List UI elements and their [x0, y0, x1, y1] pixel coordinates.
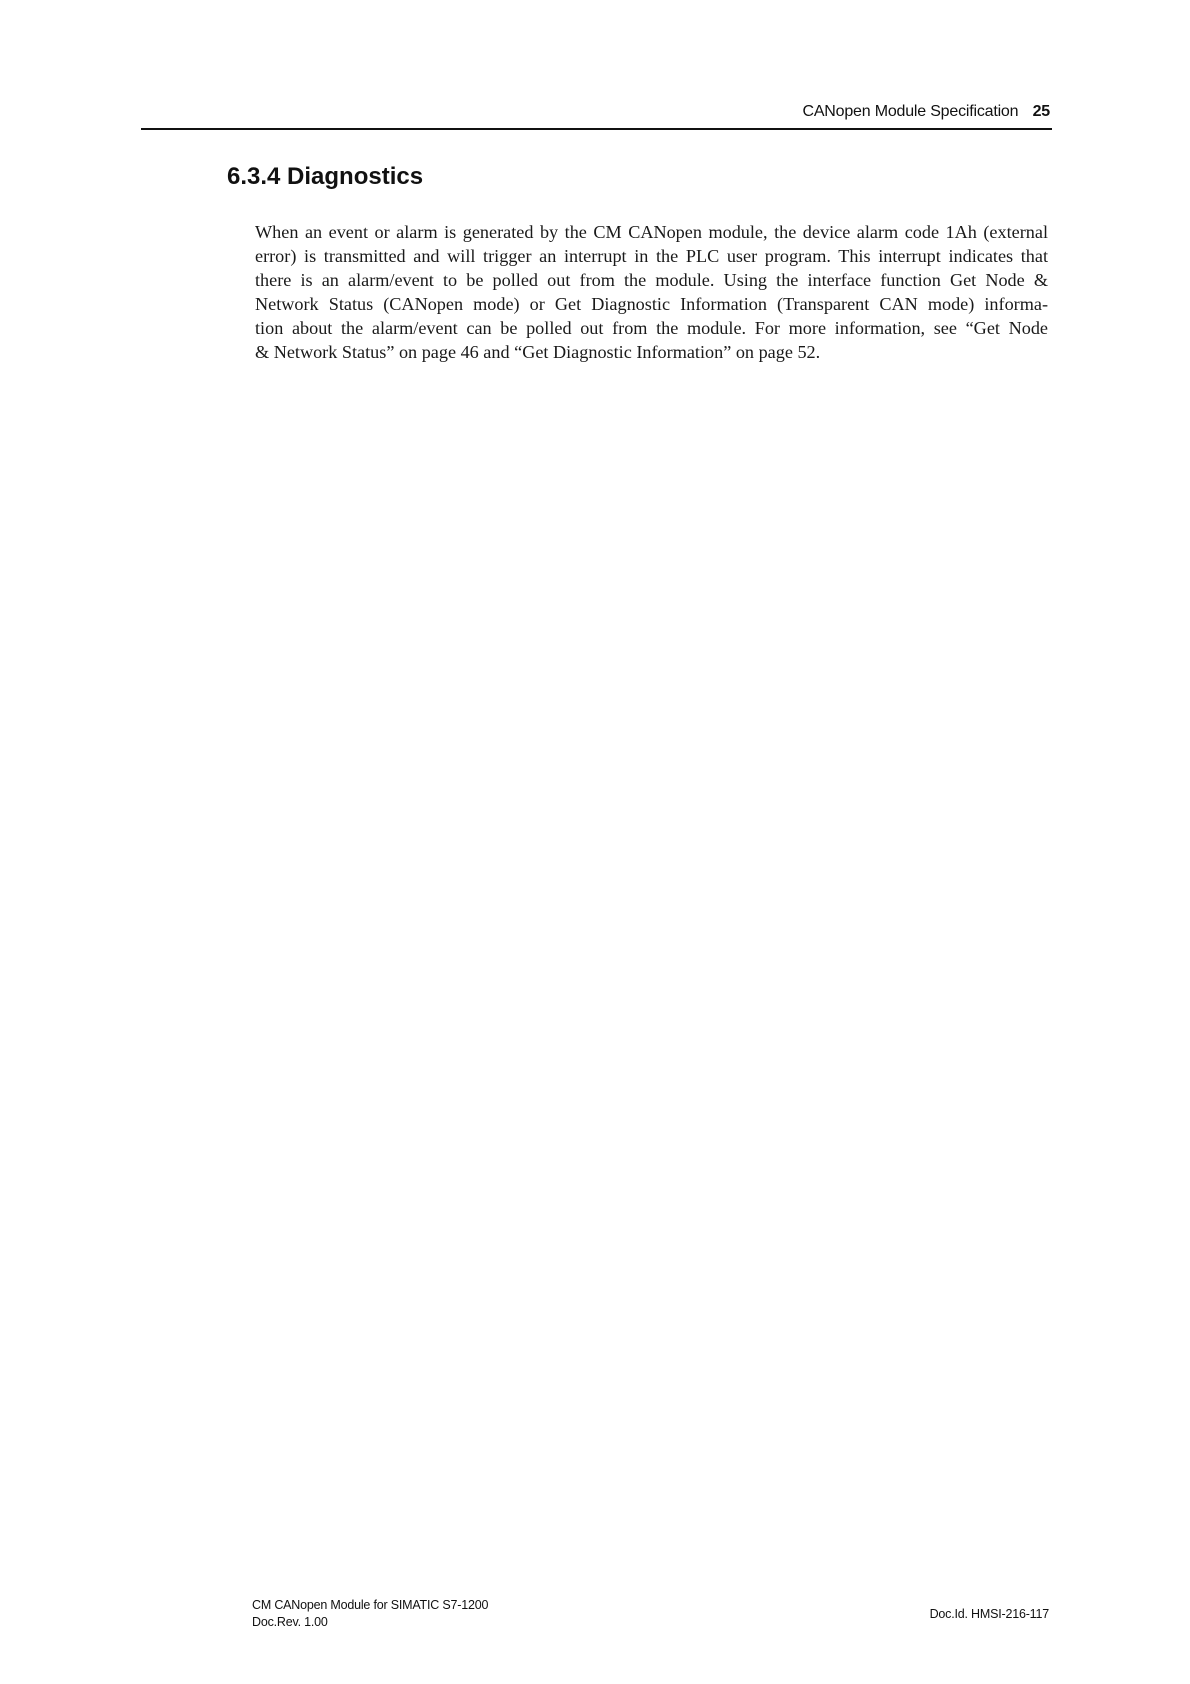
paragraph-line: error) is transmitted and will trigger an interrupt in the PLC user program. This interrupt indicates that: [255, 246, 1048, 266]
header-right-group: [802, 103, 1050, 121]
paragraph-line: there is an alarm/event to be polled out from the module. Using the interface function Get Node &: [255, 270, 1048, 290]
section-heading: 6.3.4 Diagnostics: [227, 163, 424, 190]
footer-product: CM CANopen Module for SIMATIC S7-1200: [252, 1598, 489, 1612]
page-number: 25: [1032, 103, 1050, 120]
footer-revision: Doc.Rev. 1.00: [252, 1615, 328, 1629]
body-paragraph: [255, 220, 1048, 364]
paragraph-line: Network Status (CANopen mode) or Get Diagnostic Information (Transparent CAN mode) informa-: [255, 294, 1048, 314]
footer-doc-id: Doc.Id. HMSI-216-117: [929, 1607, 1049, 1621]
page-header: [141, 100, 1052, 130]
paragraph-line: When an event or alarm is generated by the CM CANopen module, the device alarm code 1Ah (external: [255, 222, 1048, 242]
footer-left: [252, 1597, 488, 1631]
header-title: CANopen Module Specification: [802, 103, 1019, 120]
paragraph-line: & Network Status” on page 46 and “Get Diagnostic Information” on page 52.: [255, 342, 821, 362]
paragraph-line: tion about the alarm/event can be polled out from the module. For more information, see “Get Node: [255, 318, 1048, 338]
